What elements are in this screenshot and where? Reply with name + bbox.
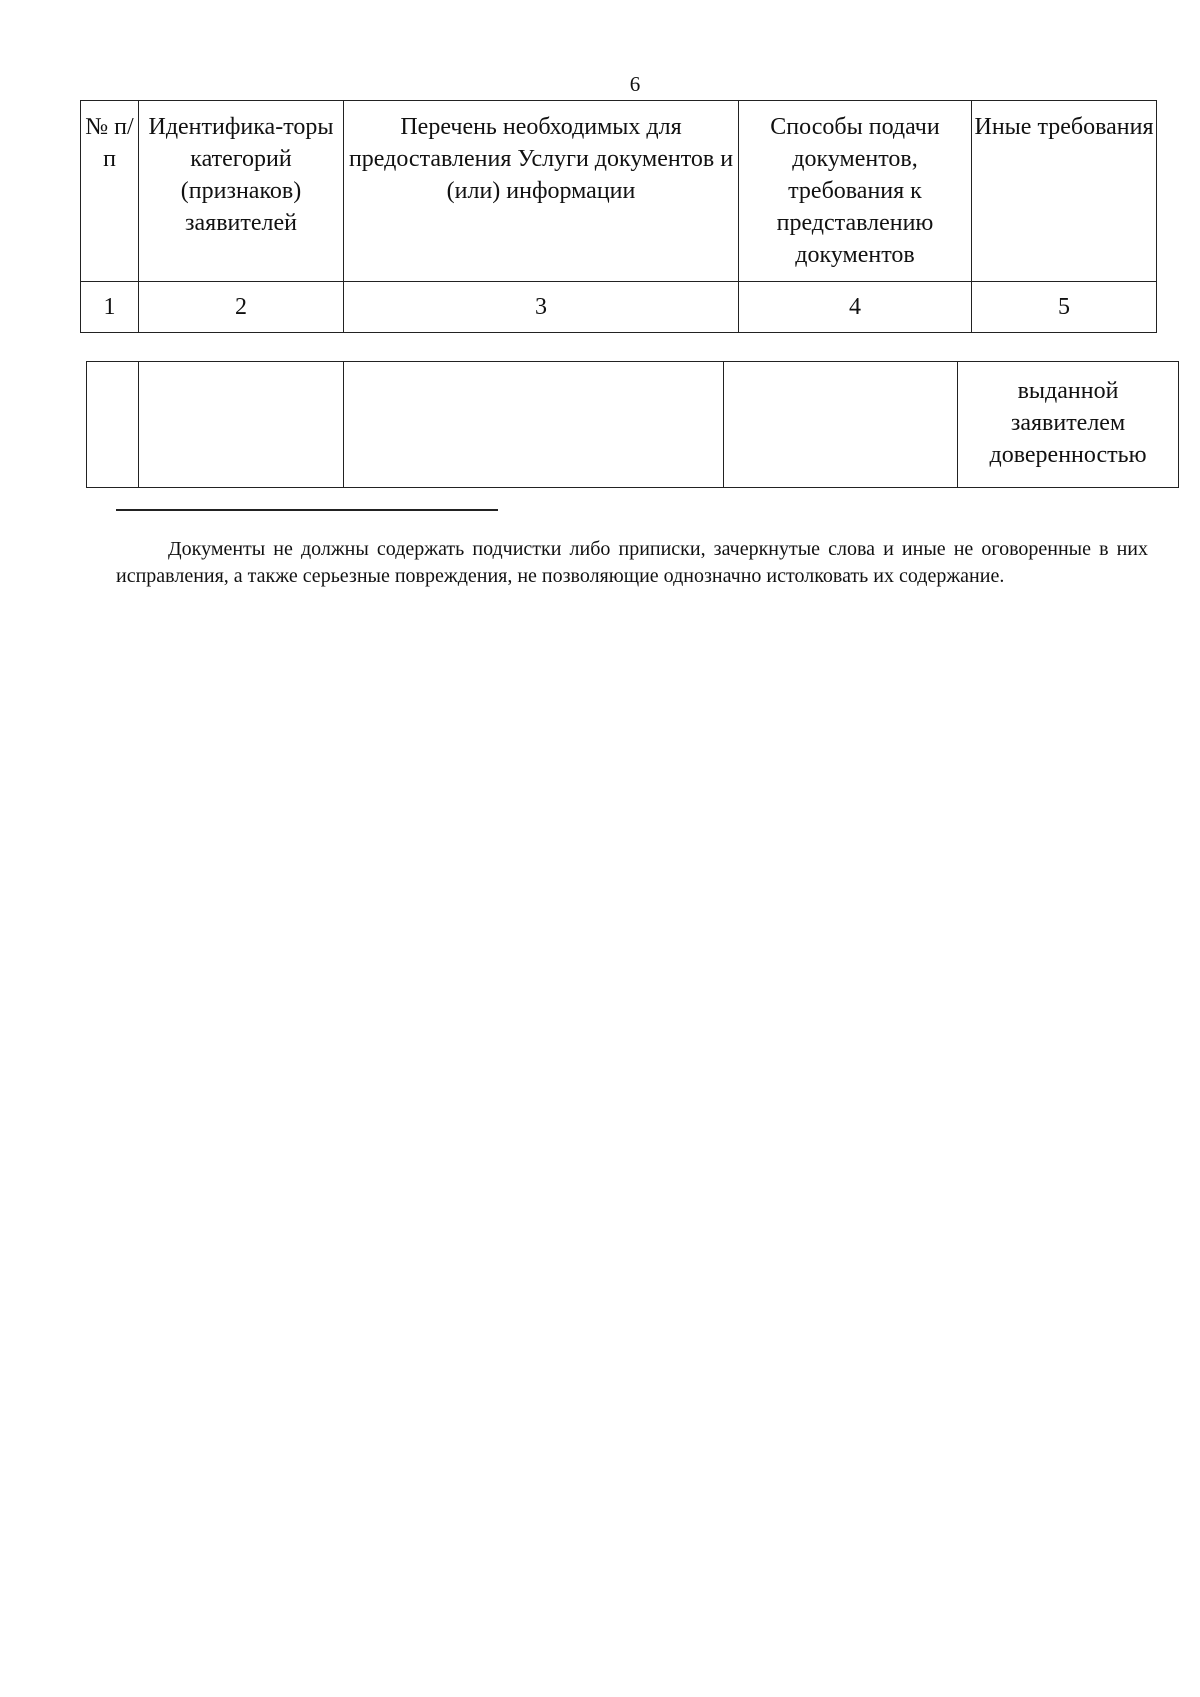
table-row	[87, 362, 1179, 488]
requirements-table-continuation	[86, 361, 1179, 488]
column-header-applicant-categories: Идентифика-торы категорий (признаков) заявителей	[139, 101, 344, 282]
page-number: 6	[629, 72, 641, 96]
requirements-table-header	[80, 100, 1157, 333]
column-header-submission-methods: Способы подачи документов, требования к представлению документов	[739, 101, 972, 282]
column-number-1: 1	[81, 282, 139, 333]
column-number-5: 5	[972, 282, 1157, 333]
column-number-4: 4	[739, 282, 972, 333]
footnote-text: Документы не должны содержать подчистки либо приписки, зачеркнутые слова и иные не оговоренные в них исправления, а также серьезные повреждения, не позволяющие однозначно истолковать их содержание.	[116, 538, 1148, 587]
cell-number	[87, 362, 139, 488]
column-header-other-requirements: Иные требования	[972, 101, 1157, 282]
cell-submission-methods	[724, 362, 958, 488]
column-numbering-row	[81, 282, 1157, 333]
column-number-3: 3	[344, 282, 739, 333]
footnote-separator	[116, 509, 498, 511]
cell-applicant-categories	[139, 362, 344, 488]
column-header-number: № п/п	[81, 101, 139, 282]
header-row	[81, 101, 1157, 282]
cell-required-documents	[344, 362, 724, 488]
cell-other-requirements: выданной заявителем доверенностью	[958, 362, 1179, 488]
column-header-required-documents: Перечень необходимых для предоставления Услуги документов и (или) информации	[344, 101, 739, 282]
column-number-2: 2	[139, 282, 344, 333]
